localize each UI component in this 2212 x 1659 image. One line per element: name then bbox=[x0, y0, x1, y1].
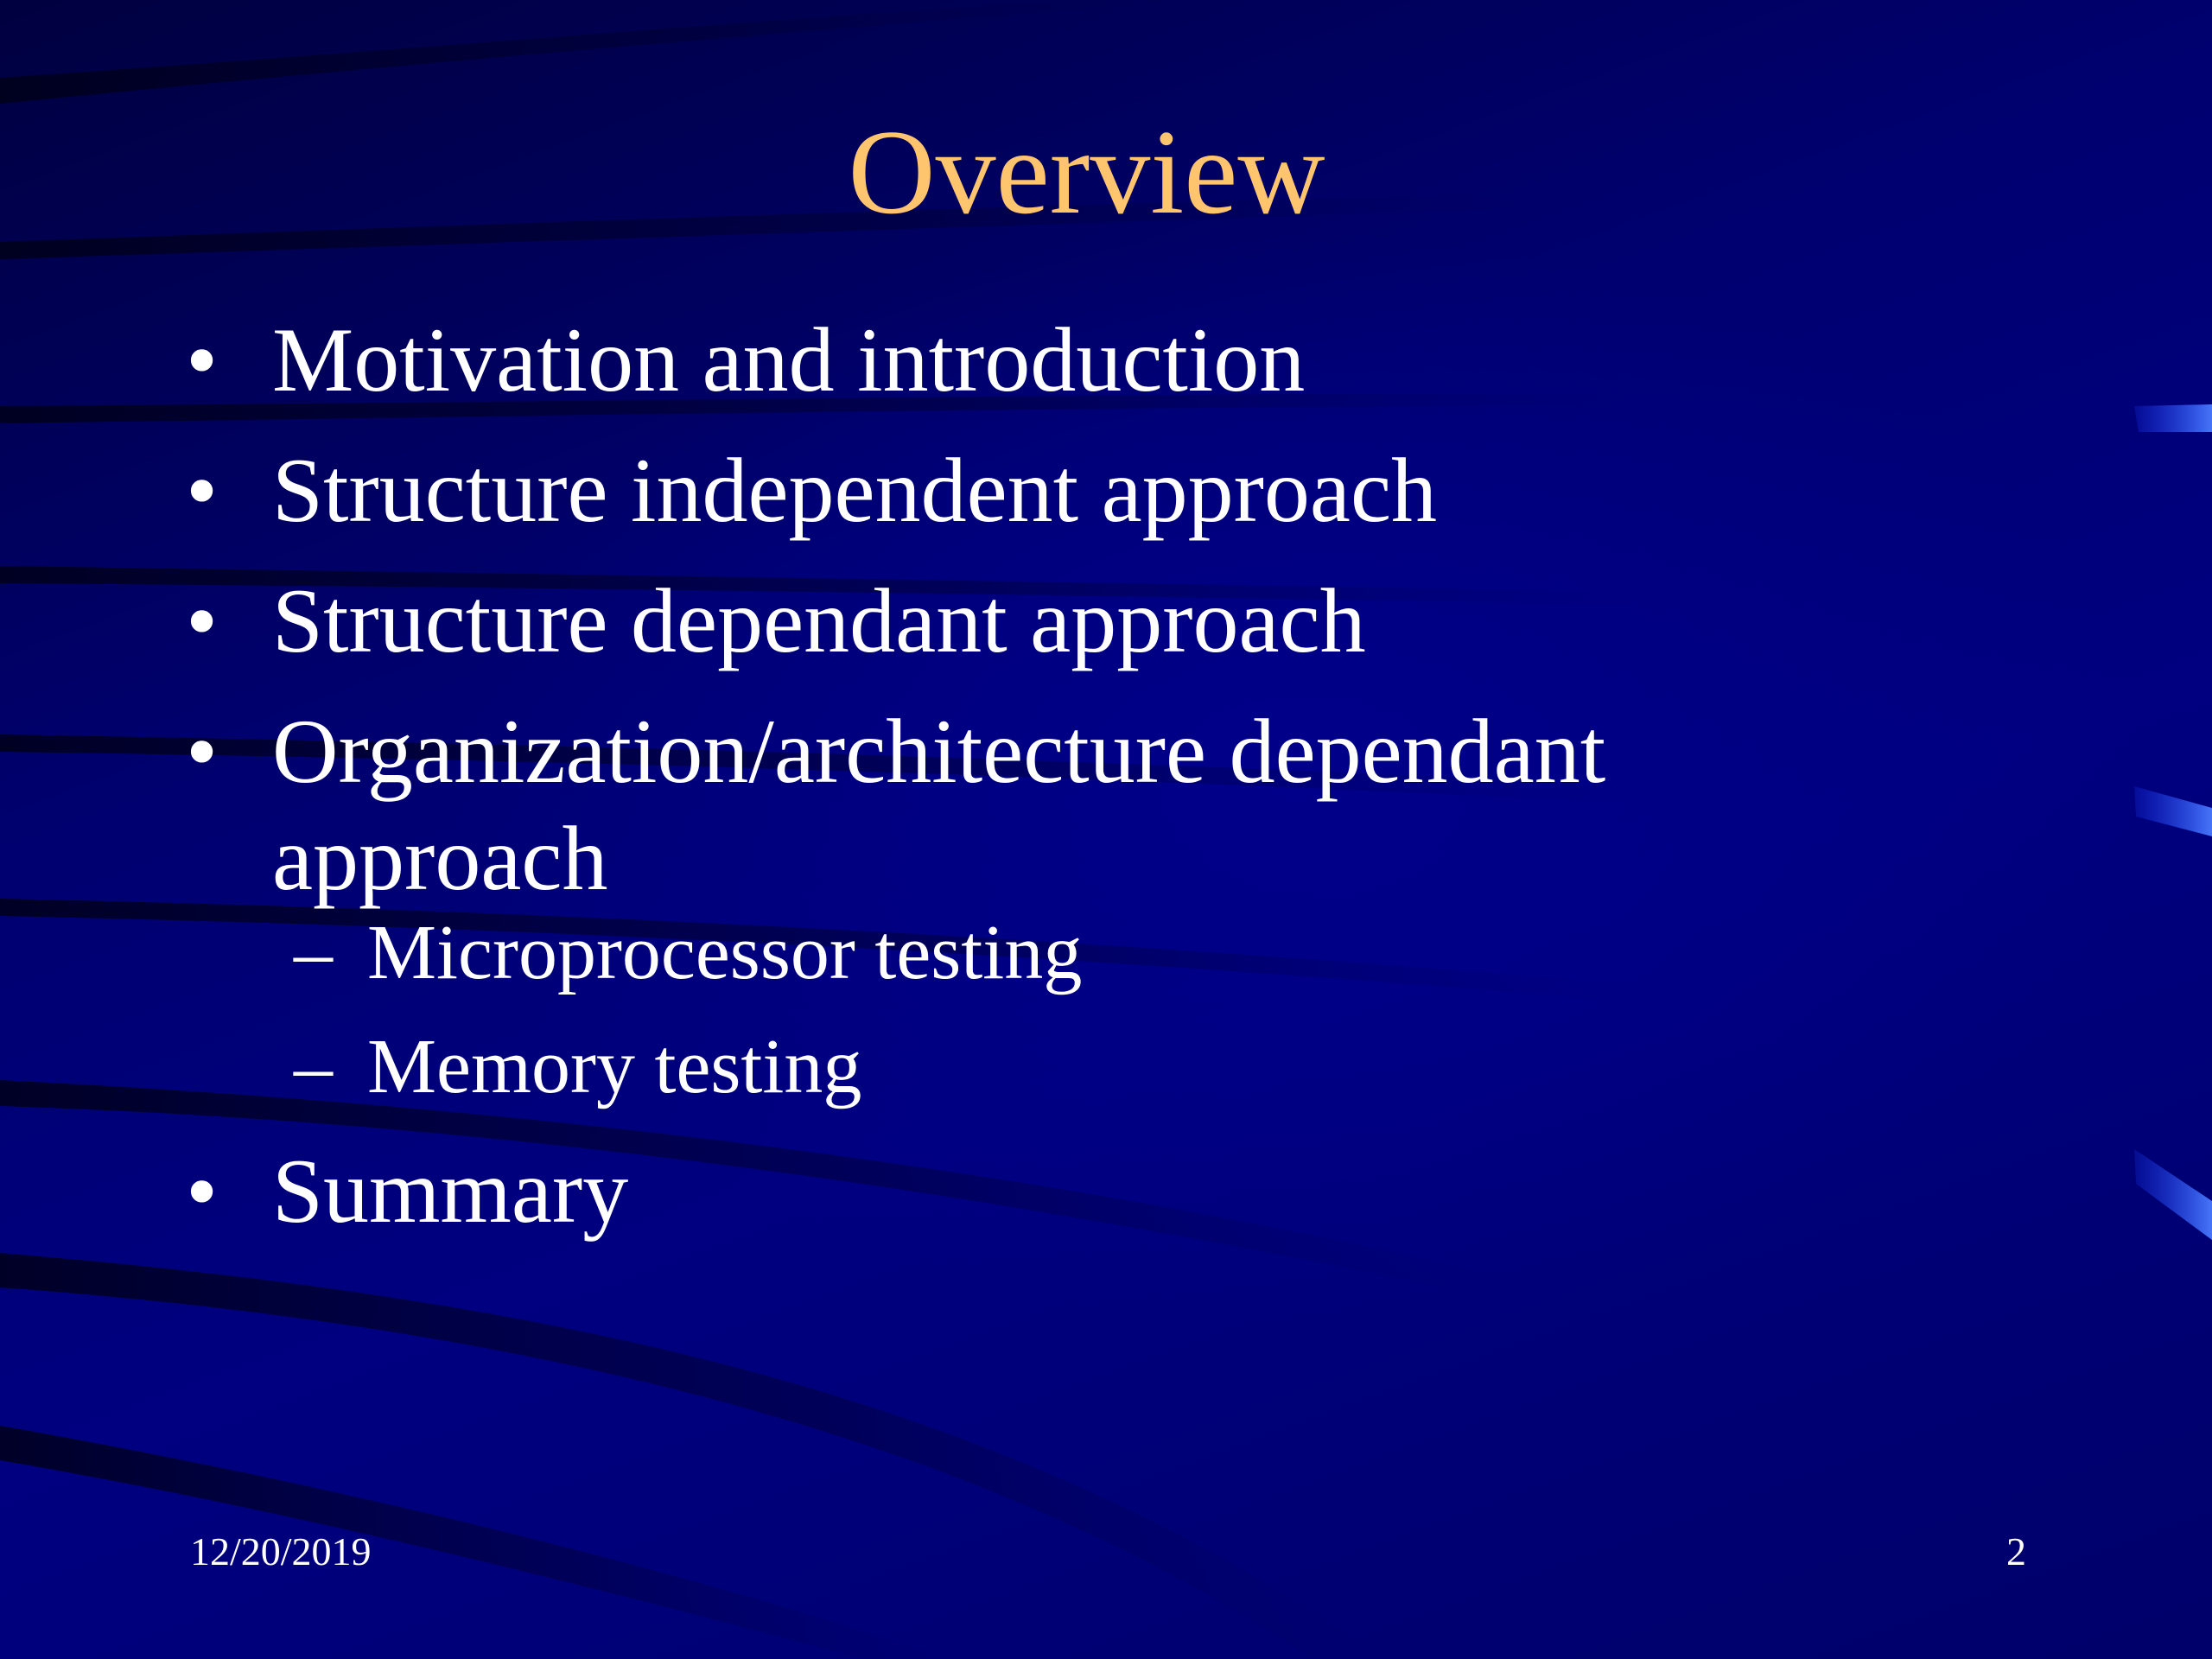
bullet-item bbox=[186, 437, 2044, 544]
bullet-marker: • bbox=[186, 309, 219, 410]
bullet-item bbox=[186, 568, 2044, 675]
bullet-marker: • bbox=[186, 440, 219, 541]
bullet-text: Summary bbox=[272, 1141, 629, 1242]
dash-marker: – bbox=[294, 1024, 333, 1109]
page-number: 2 bbox=[2006, 1529, 2026, 1573]
bullet-text: Organization/architecture dependant approach bbox=[272, 701, 1606, 909]
accent-tick bbox=[2134, 1149, 2212, 1240]
footer-date: 12/20/2019 bbox=[190, 1529, 372, 1573]
bullet-marker: • bbox=[186, 701, 219, 802]
sub-bullet-text: Memory testing bbox=[367, 1024, 862, 1109]
bullet-item bbox=[186, 1138, 2044, 1245]
sub-bullet-text: Microprocessor testing bbox=[367, 910, 1083, 995]
sub-bullet-list bbox=[186, 906, 2044, 1115]
bullet-marker: • bbox=[186, 570, 219, 671]
bullet-item bbox=[186, 698, 1914, 1115]
accent-tick bbox=[2134, 404, 2212, 432]
bullet-text: Motivation and introduction bbox=[272, 309, 1306, 410]
swoosh-band bbox=[0, 0, 1210, 104]
slide-title: Overview bbox=[848, 105, 1325, 239]
dash-marker: – bbox=[294, 910, 333, 995]
bullet-item bbox=[186, 307, 2044, 414]
sub-bullet-item bbox=[186, 906, 2044, 1001]
accent-tick bbox=[2134, 786, 2212, 836]
sub-bullet-item bbox=[186, 1020, 2044, 1115]
bullet-list bbox=[186, 307, 2044, 1268]
bullet-text: Structure dependant approach bbox=[272, 570, 1366, 671]
bullet-marker: • bbox=[186, 1141, 219, 1242]
swoosh-band bbox=[0, 1426, 950, 1659]
bullet-text: Structure independent approach bbox=[272, 440, 1438, 541]
